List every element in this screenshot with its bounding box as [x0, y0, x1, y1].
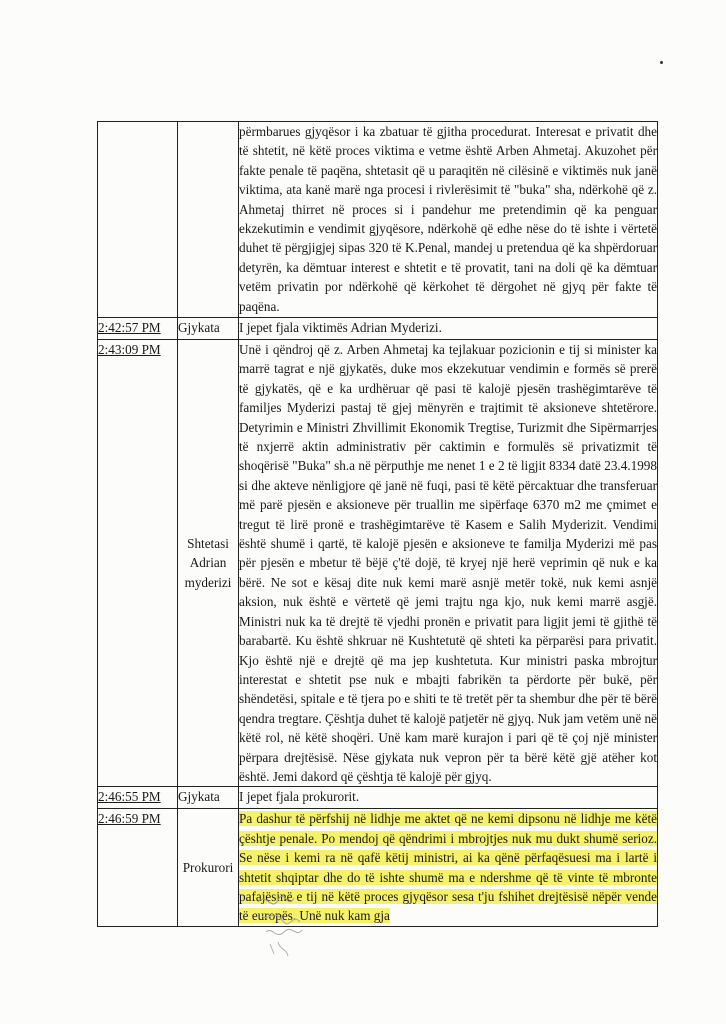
row-time: 2:42:57 PM: [98, 318, 178, 340]
row-speaker: [178, 122, 239, 318]
row-statement: I jepet fjala viktimës Adrian Myderizi.: [239, 318, 658, 340]
table-row: [98, 122, 658, 318]
row-time: 2:46:59 PM: [98, 809, 178, 926]
row-time: 2:46:55 PM: [98, 787, 178, 809]
row-statement: përmbarues gjyqësor i ka zbatuar të gjitha procedurat. Interesat e privatit dhe të shtetit, në këtë proces viktima e vetme është Arben Ahmetaj. Akuzohet për fakte penale të paqëna, shtetasit që u paraqitën në cilësinë e viktimës nuk janë viktima, ata kanë marë nga procesi i rivlerësimit të "buka" sha, ndërkohë që z. Ahmetaj thirret në proces si i pandehur me pretendimin që ka penguar ekzekutimin e vendimit gjyqësore, ndërkohë që edhe nëse do të ishte i vërtetë duhet të përgjigjej sipas 320 të K.Penal, mandej u pretendua që ka shpërdoruar detyrën, ka dëmtuar interest e shtetit e të provatit, tani na doli që ka dëmtuar vetëm privatin por ndërkohë që kërkohet të dërgohet në gjyq për fakte të paqëna.: [239, 122, 658, 318]
row-speaker: Gjykata: [178, 318, 239, 340]
row-statement: I jepet fjala prokurorit.: [239, 787, 658, 809]
hearing-transcript-table: [97, 121, 658, 927]
row-time: [98, 122, 178, 318]
highlighted-statement: Pa dashur të përfshij në lidhje me aktet që ne kemi dipsonu në lidhje me këtë çështje penale. Po mendoj që qëndrimi i mbrojtjes nuk mu dukt shumë serioz. Se nëse i kemi ra në qafë këtij ministri, ai ka qënë përfaqësuesi ma i lartë i shtetit shqiptar dhe do të ishte shumë ma e ndershme që të vinte të mbronte pafajësinë e tij në këtë proces gjyqësor sesa t'ju fshihet drejtësisë nëpër vende të europës. Unë nuk kam gja: [239, 811, 657, 924]
row-time: 2:43:09 PM: [98, 340, 178, 787]
table-row: [98, 318, 658, 340]
row-speaker: Gjykata: [178, 787, 239, 809]
row-statement: Unë i qëndroj që z. Arben Ahmetaj ka tejlakuar pozicionin e tij si minister ka marrë tagrat e një gjykatës, duke mos ekzekutuar vendimin e formës së prerë të gjykatës, që e ka urdhëruar që pasi të kalojë pjesën trashëgimtarëve të familjes Myderizi pastaj të gjej mënyrën e trajtimit të aksioneve shtetërore. Detyrimin e Ministri Zhvillimit Ekonomik Tregtise, Turizmit dhe Sipërmarrjes të nxjerrë aktin administrativ për caktimin e formulës së privatizmit të shoqërisë "Buka" sh.a në përputhje me nenet 1 e 2 të ligjit 8334 datë 23.4.1998 si dhe akteve nënligjore që janë në fuqi, pasi të këtë përcaktuar dhe transferuar më parë pjesën e aksioneve për truallin me sipërfaqe 6370 m2 me çmimet e tregut të lirë pronë e trashëgimtarëve të Kasem e Salih Myderizit. Vendimi është shumë i qartë, të kalojë pjesën e aksioneve te familja Myderizi më pas për pjesën e mbetur të bëjë ç'të dojë, të kryej një herë veprimin që nuk e ka bërë. Ne sot e kësaj dite nuk kemi marë asnjë metër tokë, nuk kemi asnjë aksion, nuk është e vërtetë që jemi trajtu nga kjo, nuk kemi marrë asgjë. Ministri nuk ka të drejtë të vjedhi pronën e privatit para ligjit jemi të gjithë të barabartë. Ku është shkruar në Kushtetutë që shteti ka përparësi para privatit. Kjo është një e drejtë që ma jep kushtetuta. Kur ministri paska mbrojtur interestat e shtetit pse nuk e mbajti fabrikën ta përdorte për bukë, për shëndetësi, spitale e të tjera po e shiti te të tretët për ta shembur dhe për të bërë qendra tregtare. Çështja duhet të kalojë patjetër në gjyq. Nuk jam vetëm unë në këtë rol, në këtë shoqëri. Unë kam marë kurajon i pari që të çoj një minister përpara drejtësisë. Nëse gjykata nuk vepron për ta bërë këtë gjë atëher kot është. Jemi dakord që çështja të kalojë për gjyq.: [239, 340, 658, 787]
handwritten-signature: [248, 882, 318, 962]
row-speaker: Shtetasi Adrian myderizi: [178, 340, 239, 787]
table-row: [98, 809, 658, 926]
scan-speck: [660, 61, 663, 64]
row-speaker: Prokurori: [178, 809, 239, 926]
table-row: [98, 340, 658, 787]
table-row: [98, 787, 658, 809]
